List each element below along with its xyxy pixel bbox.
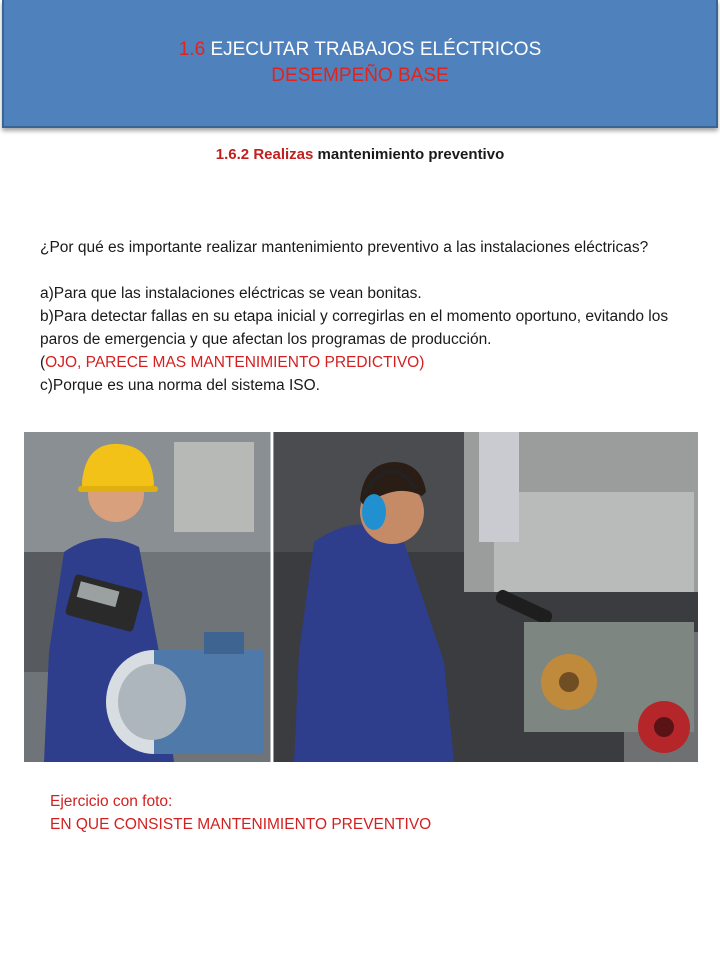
note-text: OJO, PARECE MAS MANTENIMIENTO PREDICTIVO): [45, 354, 425, 371]
header-number: 1.6: [178, 39, 206, 60]
exercise-block: [50, 790, 431, 836]
section-title: [0, 146, 720, 163]
header-banner: [2, 0, 718, 128]
section-rest: mantenimiento preventivo: [317, 146, 505, 163]
option-b: b)Para detectar fallas en su etapa inicial y corregirlas en el momento oportuno, evitando los paros de emergencia y que afectan los programas de producción.: [40, 308, 669, 348]
option-c: c)Porque es una norma del sistema ISO.: [40, 377, 320, 394]
header-title: [179, 37, 542, 63]
option-b-note: [40, 351, 690, 374]
exercise-prompt: EN QUE CONSISTE MANTENIMIENTO PREVENTIVO: [50, 816, 432, 833]
maintenance-photo: [24, 432, 698, 762]
header-subtitle: DESEMPEÑO BASE: [271, 65, 449, 86]
question-text: ¿Por qué es importante realizar mantenimiento preventivo a las instalaciones eléctricas?: [40, 239, 649, 256]
header-title-text: EJECUTAR TRABAJOS ELÉCTRICOS: [210, 39, 542, 60]
section-number: 1.6.2: [215, 146, 250, 163]
note-paren: (: [40, 354, 46, 371]
section-verb: Realizas: [253, 146, 314, 163]
exercise-label: Ejercicio con foto:: [50, 793, 173, 810]
question-block: [40, 236, 690, 397]
option-a: a)Para que las instalaciones eléctricas se vean bonitas.: [40, 285, 422, 302]
